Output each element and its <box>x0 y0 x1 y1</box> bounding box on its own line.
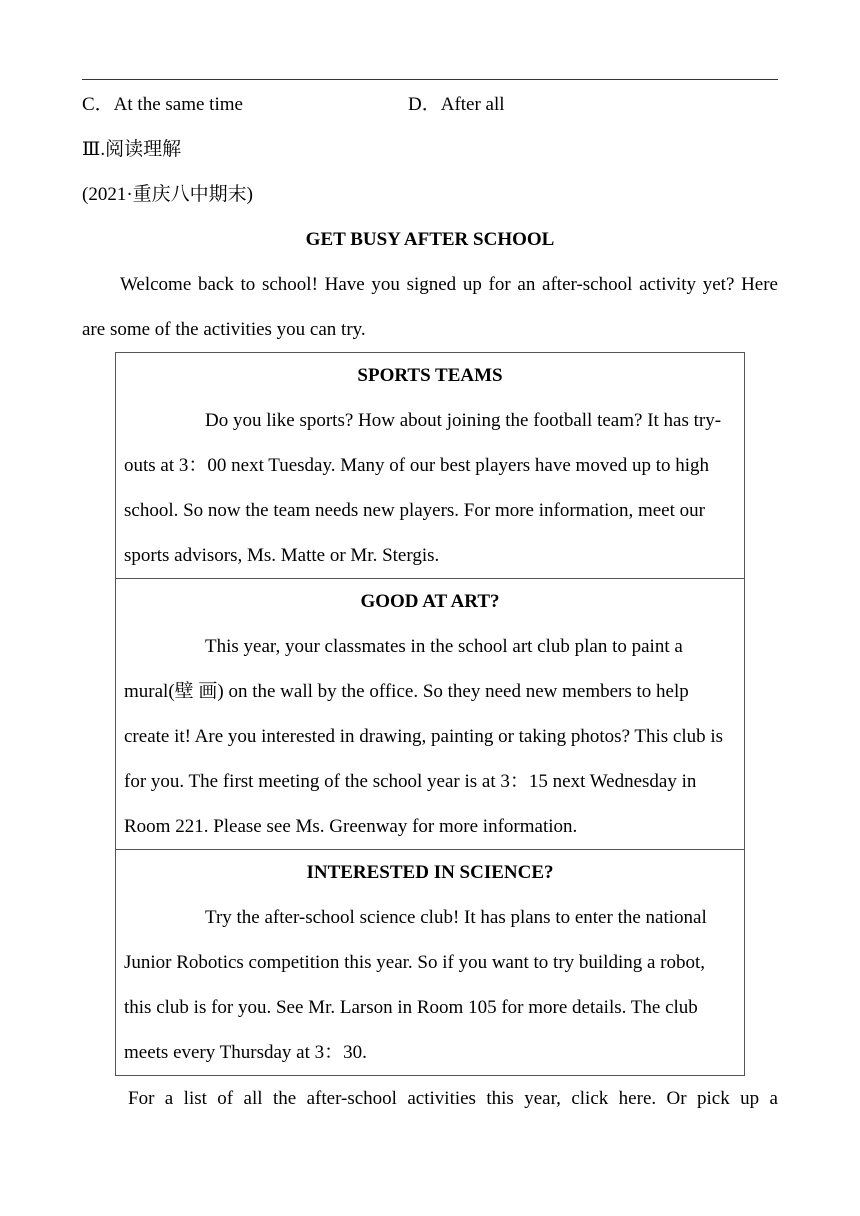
activity-body: Try the after-school science club! It has plans to enter the national Junior Robotics competition this year. So if you want to try building a robot, this club is for you. See Mr. Larson in Room 105 for more details. The club meets every Thursday at 3：30. <box>124 907 707 1063</box>
activities-table <box>115 352 745 1076</box>
option-d: D．After all <box>408 94 505 115</box>
activity-cell <box>116 850 745 1076</box>
activity-title: SPORTS TEAMS <box>357 365 503 386</box>
outro-paragraph: For a list of all the after-school activities this year, click here. Or pick up a <box>128 1088 778 1109</box>
source-note: (2021·重庆八中期末) <box>82 184 253 205</box>
activity-title: GOOD AT ART? <box>360 591 500 612</box>
intro-paragraph: Welcome back to school! Have you signed up for an after-school activity yet? Here are some of the activities you can try. <box>82 274 778 340</box>
activity-cell <box>116 579 745 850</box>
activity-cell <box>116 353 745 579</box>
activity-row-science <box>116 850 745 1076</box>
activity-row-art <box>116 579 745 850</box>
activity-body: This year, your classmates in the school art club plan to paint a mural(壁 画) on the wall by the office. So they need new members to help create it! Are you interested in drawing, painting or taking photos? This club is for you. The first meeting of the school year is at 3：15 next Wednesday in Room 221. Please see Ms. Greenway for more information. <box>124 636 724 837</box>
section-heading: Ⅲ.阅读理解 <box>82 139 182 160</box>
option-c: C．At the same time <box>82 94 243 115</box>
header-rule <box>82 79 778 80</box>
activity-row-sports <box>116 353 745 579</box>
passage-title: GET BUSY AFTER SCHOOL <box>305 229 555 250</box>
activity-title: INTERESTED IN SCIENCE? <box>306 862 554 883</box>
activity-body: Do you like sports? How about joining the football team? It has try-outs at 3：00 next Tuesday. Many of our best players have moved up to high school. So now the team needs new players. For more information, meet our sports advisors, Ms. Matte or Mr. Stergis. <box>124 410 722 566</box>
